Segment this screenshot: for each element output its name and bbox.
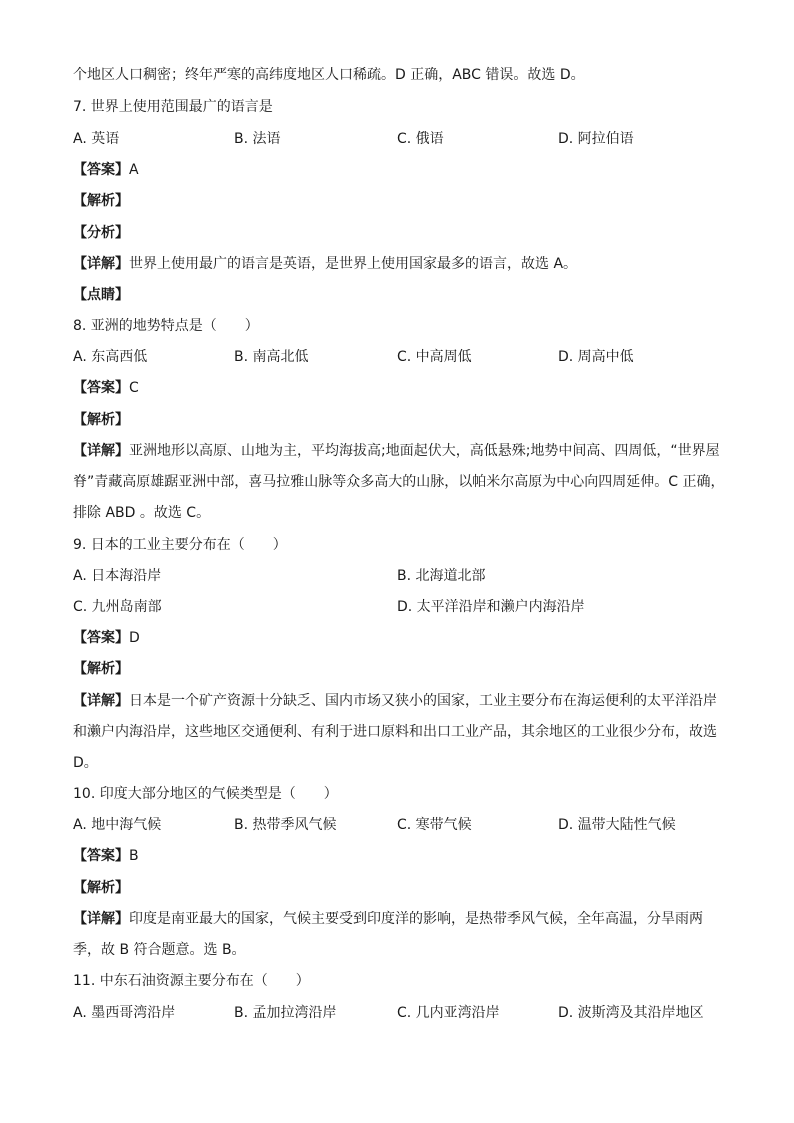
detail-tag: 【详解】 <box>73 256 129 272</box>
question-7: 7. 世界上使用范围最广的语言是 <box>73 99 273 115</box>
answer-value: D <box>129 630 140 646</box>
text-line: 个地区人口稠密；终年严寒的高纬度地区人口稀疏。D 正确，ABC 错误。故选 D。 <box>73 67 585 83</box>
option-c: C. 中高周低 <box>397 349 472 365</box>
detail-tag: 【详解】 <box>73 911 129 927</box>
answer-line <box>73 378 723 398</box>
detail-line: 季，故 B 符合题意。选 B。 <box>73 942 246 958</box>
detail-tag: 【详解】 <box>73 693 129 709</box>
answer-tag: 【答案】 <box>73 630 129 646</box>
detail-line <box>73 254 723 274</box>
option-d: D. 周高中低 <box>558 349 634 365</box>
answer-tag: 【答案】 <box>73 162 129 178</box>
option-b: B. 北海道北部 <box>397 568 486 584</box>
answer-value: B <box>129 848 139 864</box>
question-9: 9. 日本的工业主要分布在（ ） <box>73 537 287 553</box>
answer-line <box>73 160 723 180</box>
detail-text: 日本是一个矿产资源十分缺乏、国内市场又狭小的国家，工业主要分布在海运便利的太平洋沿岸 <box>129 693 717 709</box>
analysis-tag: 【解析】 <box>73 412 129 428</box>
option-b: B. 法语 <box>234 131 281 147</box>
analysis-tag: 【解析】 <box>73 193 129 209</box>
dianjing-tag: 【点睛】 <box>73 287 129 303</box>
answer-line <box>73 628 723 648</box>
answer-line <box>73 846 723 866</box>
question-10: 10. 印度大部分地区的气候类型是（ ） <box>73 786 338 802</box>
analysis-tag: 【解析】 <box>73 661 129 677</box>
option-a: A. 英语 <box>73 131 120 147</box>
answer-value: A <box>129 162 139 178</box>
option-b: B. 孟加拉湾沿岸 <box>234 1005 337 1021</box>
detail-line: 脊”青藏高原雄踞亚洲中部，喜马拉雅山脉等众多高大的山脉，以帕米尔高原为中心向四周延伸。C 正确， <box>73 474 725 490</box>
answer-value: C <box>129 380 139 396</box>
option-a: A. 东高西低 <box>73 349 148 365</box>
detail-text: 世界上使用最广的语言是英语，是世界上使用国家最多的语言，故选 A。 <box>129 256 578 272</box>
question-8: 8. 亚洲的地势特点是（ ） <box>73 318 259 334</box>
answer-tag: 【答案】 <box>73 380 129 396</box>
option-d: D. 阿拉伯语 <box>558 131 634 147</box>
option-a: A. 日本海沿岸 <box>73 568 162 584</box>
option-b: B. 热带季风气候 <box>234 817 337 833</box>
option-d: D. 波斯湾及其沿岸地区 <box>558 1005 704 1021</box>
option-c: C. 九州岛南部 <box>73 599 162 615</box>
detail-text: 印度是南亚最大的国家，气候主要受到印度洋的影响，是热带季风气候，全年高温，分旱雨两 <box>129 911 703 927</box>
detail-line: D。 <box>73 755 98 771</box>
option-b: B. 南高北低 <box>234 349 309 365</box>
detail-line <box>73 909 723 929</box>
detail-line: 排除 ABD 。故选 C。 <box>73 505 211 521</box>
option-a: A. 地中海气候 <box>73 817 162 833</box>
question-11: 11. 中东石油资源主要分布在（ ） <box>73 973 310 989</box>
option-a: A. 墨西哥湾沿岸 <box>73 1005 176 1021</box>
option-c: C. 寒带气候 <box>397 817 472 833</box>
detail-line: 和濑户内海沿岸，这些地区交通便利、有利于进口原料和出口工业产品，其余地区的工业很少分布，故选 <box>73 724 717 740</box>
option-d: D. 温带大陆性气候 <box>558 817 676 833</box>
option-c: C. 俄语 <box>397 131 444 147</box>
option-c: C. 几内亚湾沿岸 <box>397 1005 500 1021</box>
answer-tag: 【答案】 <box>73 848 129 864</box>
analysis-tag: 【解析】 <box>73 880 129 896</box>
option-d: D. 太平洋沿岸和濑户内海沿岸 <box>397 599 585 615</box>
fenxi-tag: 【分析】 <box>73 225 129 241</box>
detail-tag: 【详解】 <box>73 443 129 459</box>
detail-line <box>73 441 723 461</box>
detail-text: 亚洲地形以高原、山地为主，平均海拔高;地面起伏大，高低悬殊;地势中间高、四周低，“世界屋 <box>129 443 720 459</box>
detail-line <box>73 691 723 711</box>
